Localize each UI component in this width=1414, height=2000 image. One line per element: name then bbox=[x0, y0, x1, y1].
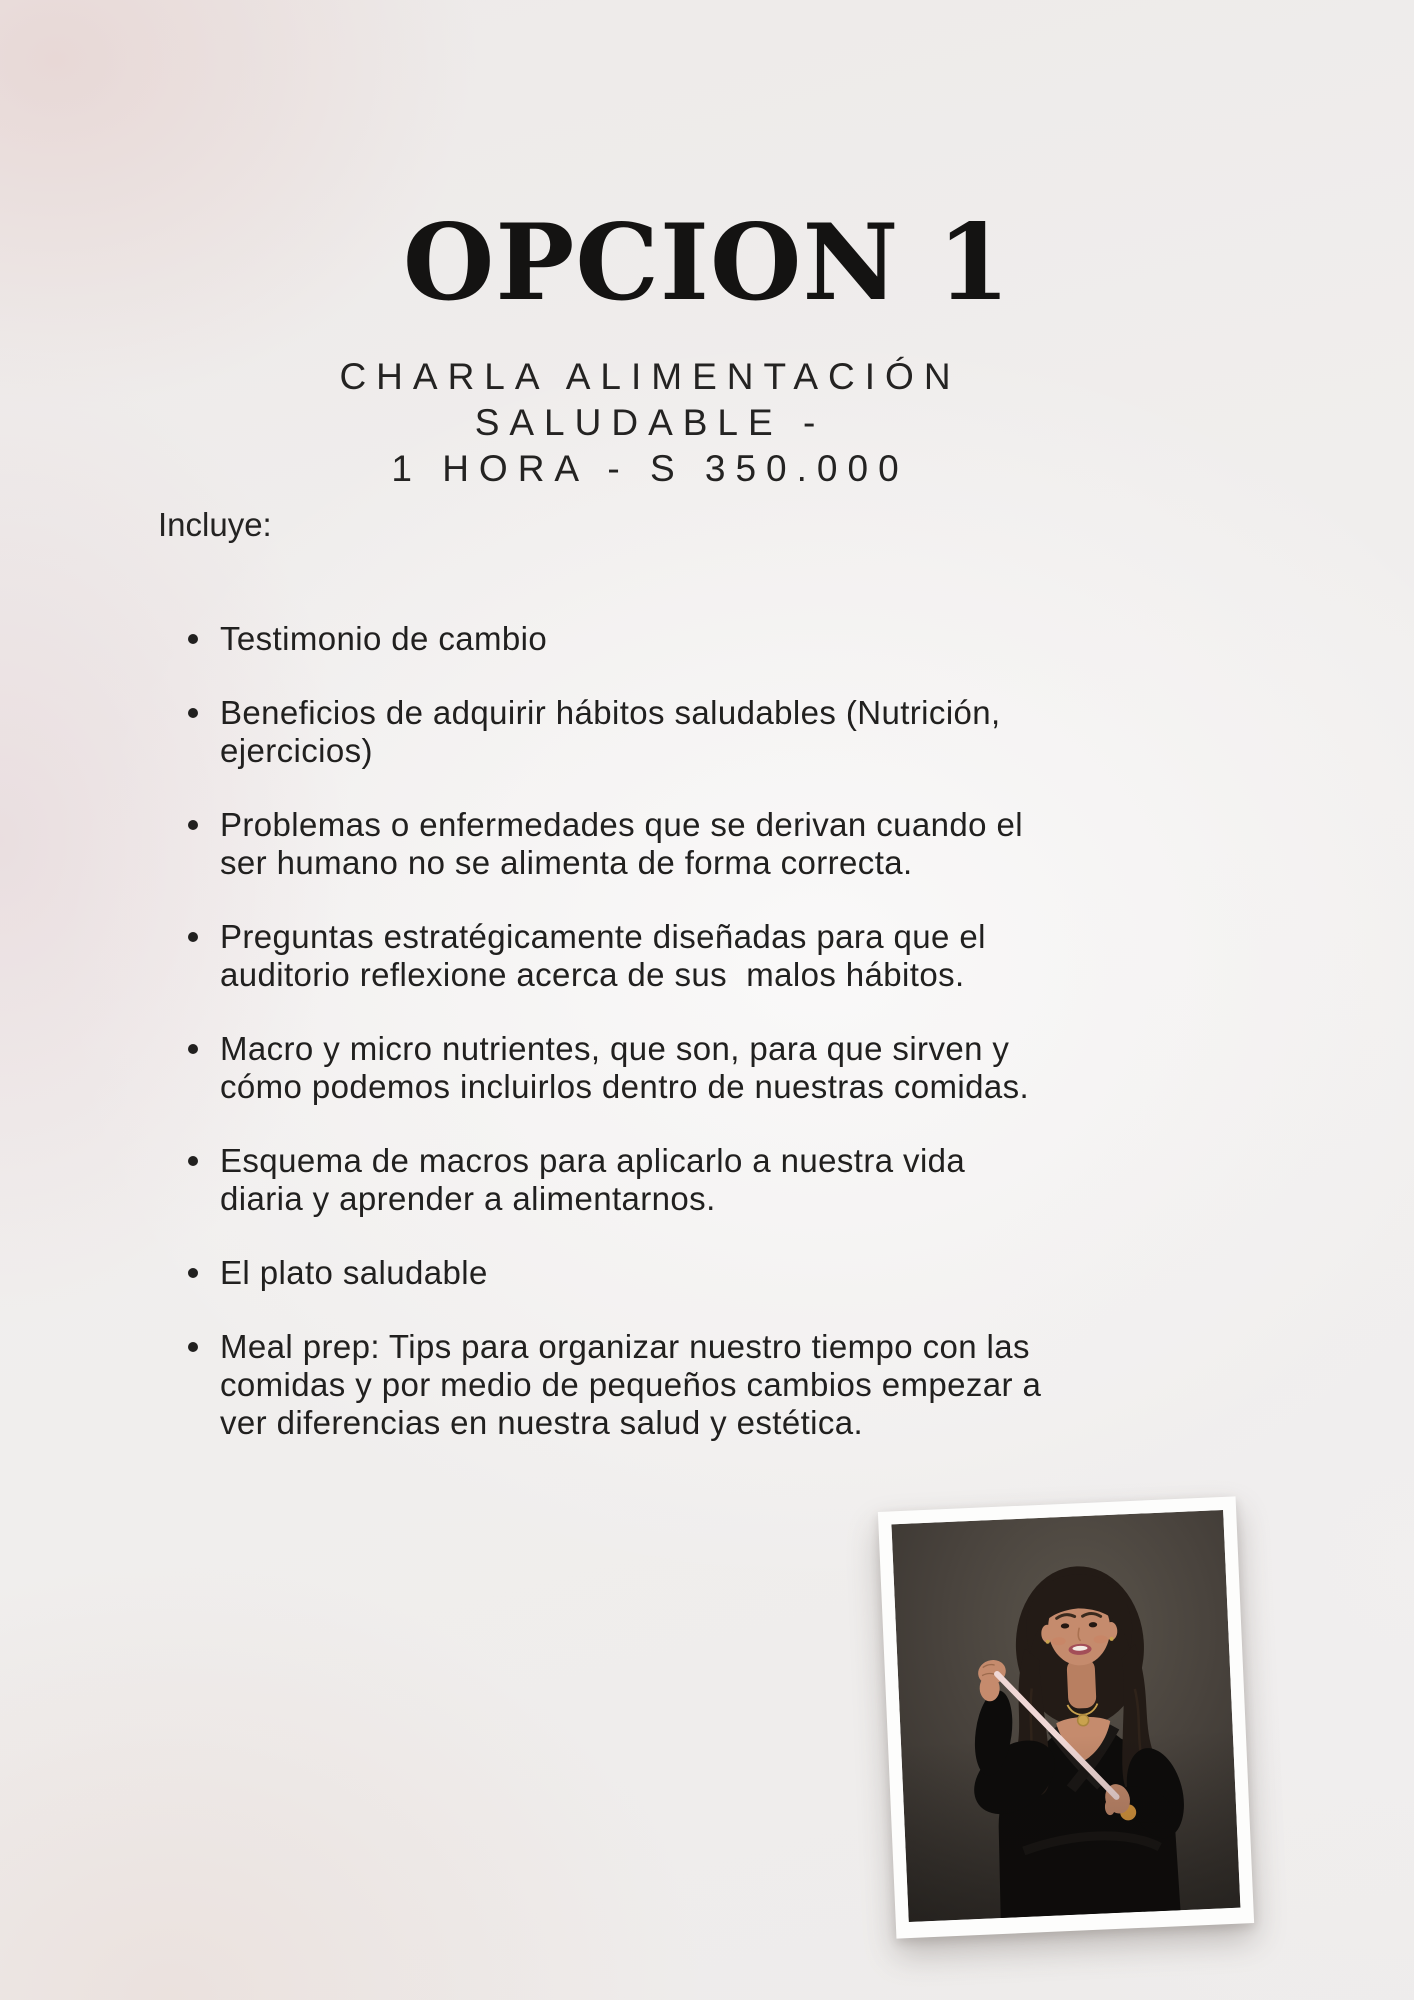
list-item-line: Problemas o enfermedades que se derivan cuando el bbox=[220, 806, 1023, 843]
list-item-line: ejercicios) bbox=[220, 732, 373, 769]
list-item-line: auditorio reflexione acerca de sus malos hábitos. bbox=[220, 956, 965, 993]
list-item bbox=[188, 918, 1198, 994]
list-item-line: Esquema de macros para aplicarlo a nuestra vida bbox=[220, 1142, 966, 1179]
subtitle-line: SALUDABLE - bbox=[474, 402, 826, 443]
photo-vignette bbox=[891, 1510, 1240, 1922]
includes-label: Incluye: bbox=[158, 506, 272, 543]
bullet-dot-icon bbox=[188, 932, 198, 942]
polaroid-photo bbox=[878, 1496, 1254, 1938]
bullet-dot-icon bbox=[188, 634, 198, 644]
list-item-line: ver diferencias en nuestra salud y estética. bbox=[220, 1404, 864, 1441]
list-item bbox=[188, 694, 1198, 770]
subtitle bbox=[250, 354, 1050, 492]
list-item-text bbox=[220, 1142, 965, 1218]
list-item-line: cómo podemos incluirlos dentro de nuestras comidas. bbox=[220, 1068, 1030, 1105]
list-item-line: ser humano no se alimenta de forma correcta. bbox=[220, 844, 913, 881]
list-item bbox=[188, 620, 1198, 658]
list-item-line: Macro y micro nutrientes, que son, para que sirven y bbox=[220, 1030, 1010, 1067]
list-item bbox=[188, 1328, 1198, 1442]
list-item bbox=[188, 1254, 1198, 1292]
list-item-line: El plato saludable bbox=[220, 1254, 488, 1291]
list-item-text bbox=[220, 806, 1023, 882]
list-item-line: Preguntas estratégicamente diseñadas para que el bbox=[220, 918, 986, 955]
bullet-dot-icon bbox=[188, 1044, 198, 1054]
list-item-text bbox=[220, 918, 986, 994]
subtitle-line: CHARLA ALIMENTACIÓN bbox=[339, 356, 961, 397]
list-item-text bbox=[220, 1328, 1041, 1442]
bullet-dot-icon bbox=[188, 1268, 198, 1278]
bullet-dot-icon bbox=[188, 820, 198, 830]
list-item-text bbox=[220, 694, 1001, 770]
list-item-line: diaria y aprender a alimentarnos. bbox=[220, 1180, 716, 1217]
list-item bbox=[188, 806, 1198, 882]
bullet-dot-icon bbox=[188, 708, 198, 718]
feature-list bbox=[188, 620, 1198, 1478]
list-item-text bbox=[220, 1030, 1029, 1106]
list-item bbox=[188, 1030, 1198, 1106]
list-item-line: Meal prep: Tips para organizar nuestro tiempo con las bbox=[220, 1328, 1030, 1365]
list-item bbox=[188, 1142, 1198, 1218]
list-item-text bbox=[220, 1254, 488, 1292]
woman-with-measuring-tape-photo bbox=[891, 1510, 1240, 1922]
list-item-text bbox=[220, 620, 547, 658]
bullet-dot-icon bbox=[188, 1342, 198, 1352]
bullet-dot-icon bbox=[188, 1156, 198, 1166]
subtitle-line: 1 HORA - S 350.000 bbox=[391, 448, 909, 489]
list-item-line: comidas y por medio de pequeños cambios empezar a bbox=[220, 1366, 1042, 1403]
page-title: OPCION 1 bbox=[402, 200, 1012, 324]
list-item-line: Testimonio de cambio bbox=[220, 620, 548, 657]
list-item-line: Beneficios de adquirir hábitos saludables (Nutrición, bbox=[220, 694, 1001, 731]
